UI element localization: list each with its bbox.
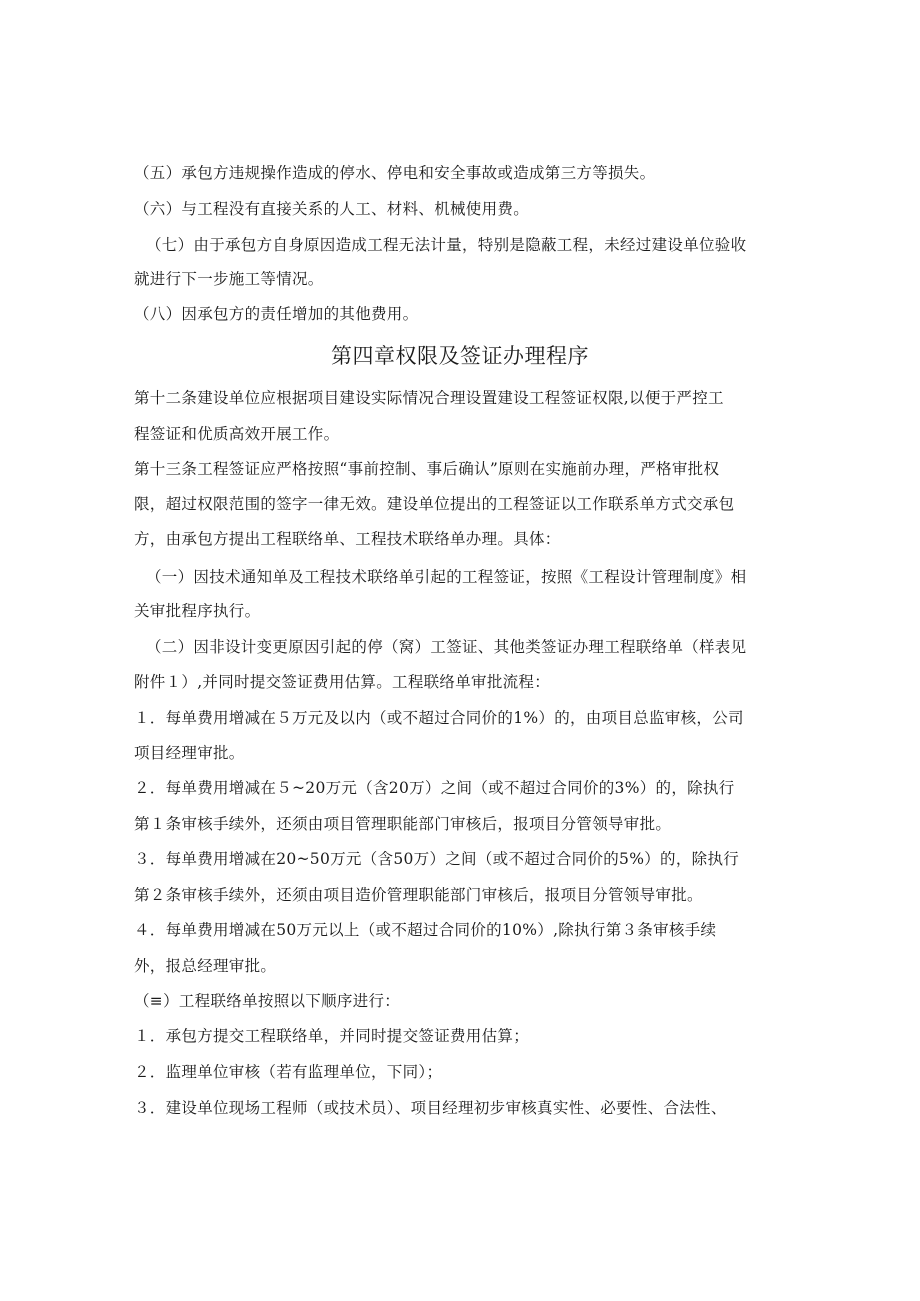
step-4-line-2: 外，报总经理审批。 [134, 957, 277, 975]
item-1-line-1: （一）因技术通知单及工程技术联络单引起的工程签证，按照《工程设计管理制度》相 [146, 568, 747, 586]
sequence-3: ３．建设单位现场工程师（或技术员）、项目经理初步审核真实性、必要性、合法性、 [134, 1099, 727, 1117]
clause-5: （五）承包方违规操作造成的停水、停电和安全事故或造成第三方等损失。 [134, 164, 656, 182]
sequence-2: ２．监理单位审核（若有监理单位，下同）； [134, 1063, 443, 1081]
clause-7-line-2: 就进行下一步施工等情况。 [134, 270, 324, 288]
clause-7-line-1: （七）由于承包方自身原因造成工程无法计量，特别是隐蔽工程，未经过建设单位验收 [146, 236, 747, 254]
clause-8: （八）因承包方的责任增加的其他费用。 [134, 305, 419, 323]
item-1-line-2: 关审批程序执行。 [134, 602, 261, 620]
step-3-line-1: ３．每单费用增减在20~50万元（含50万）之间（或不超过合同价的5%）的，除执行 [134, 850, 740, 868]
article-12-line-2: 程签证和优质高效开展工作。 [134, 425, 340, 443]
clause-6: （六）与工程没有直接关系的人工、材料、机械使用费。 [134, 200, 530, 218]
article-13-line-2: 限，超过权限范围的签字一律无效。建设单位提出的工程签证以工作联系单方式交承包 [134, 495, 735, 513]
item-2-line-2: 附件１）,并同时提交签证费用估算。工程联络单审批流程： [134, 673, 551, 691]
item-3-heading: （≡）工程联络单按照以下顺序进行： [134, 992, 401, 1010]
article-12-line-1: 第十二条建设单位应根据项目建设实际情况合理设置建设工程签证权限,以便于严控工 [134, 389, 724, 407]
step-2-line-1: ２．每单费用增减在５~20万元（含20万）之间（或不超过合同价的3%）的，除执行 [134, 779, 735, 797]
step-1-line-2: 项目经理审批。 [134, 744, 245, 762]
step-1-line-1: １．每单费用增减在５万元及以内（或不超过合同价的1%）的，由项目总监审核，公司 [134, 709, 744, 727]
article-13-line-3: 方，由承包方提出工程联络单、工程技术联络单办理。具体： [134, 530, 561, 548]
sequence-1: １．承包方提交工程联络单，并同时提交签证费用估算； [134, 1027, 530, 1045]
step-3-line-2: 第２条审核手续外，还须由项目造价管理职能部门审核后，报项目分管领导审批。 [134, 886, 703, 904]
chapter-heading: 第四章权限及签证办理程序 [331, 344, 589, 368]
step-2-line-2: 第１条审核手续外，还须由项目管理职能部门审核后，报项目分管领导审批。 [134, 815, 672, 833]
item-2-line-1: （二）因非设计变更原因引起的停（窝）工签证、其他类签证办理工程联络单（样表见 [146, 638, 747, 656]
article-13-line-1: 第十三条工程签证应严格按照“事前控制、事后确认”原则在实施前办理，严格审批权 [134, 460, 720, 478]
step-4-line-1: ４．每单费用增减在50万元以上（或不超过合同价的10%）,除执行第３条审核手续 [134, 921, 717, 939]
